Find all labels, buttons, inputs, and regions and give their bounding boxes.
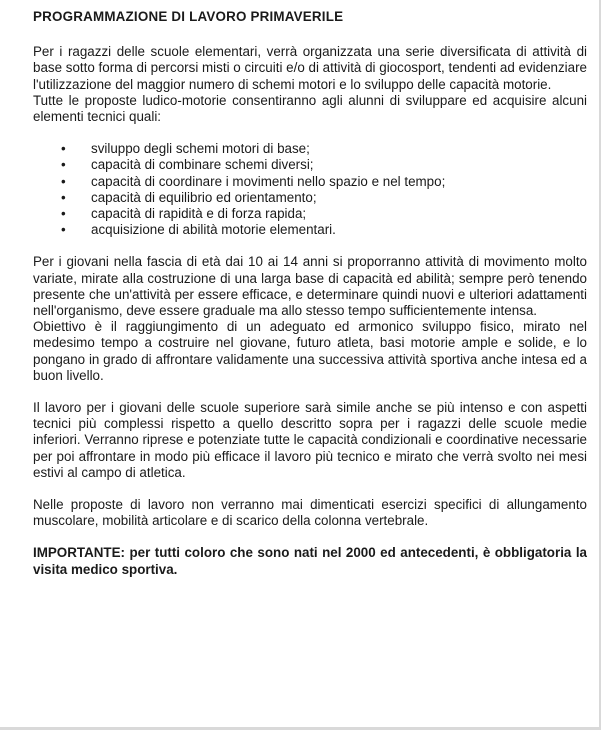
spacer: [33, 238, 587, 254]
intro-paragraph-2: Tutte le proposte ludico-motorie consentiranno agli alunni di sviluppare ed acquisire alcuni elementi tecnici quali:: [33, 92, 587, 125]
spacer: [33, 125, 587, 141]
high-school-paragraph: Il lavoro per i giovani delle scuole superiore sarà simile anche se più intenso e con aspetti tecnici più complessi rispetto a quello descritto sopra per i ragazzi delle scuole medie inferiori. Verranno riprese e potenziate tutte le capacità condizionali e coordinative necessarie per poi affrontare in modo più efficace il lavoro più tecnico e mirato che verrà svolto nei mesi estivi al campo di atletica.: [33, 400, 587, 480]
skills-list-item: • capacità di coordinare i movimenti nello spazio e nel tempo;: [61, 174, 587, 190]
youth-paragraph: Per i giovani nella fascia di età dai 10 ai 14 anni si proporranno attività di movimento molto variate, mirate alla costruzione di una larga base di capacità ed abilità; sempre però tenendo presente che un'attività per essere efficace, e determinare quindi nuovi e ulteriori adattamenti nell'organismo, deve essere graduale ma allo stesso tempo sufficientemente intensa.: [33, 254, 587, 319]
spacer: [33, 384, 587, 400]
skills-list-item: • acquisizione di abilità motorie elementari.: [61, 222, 587, 238]
important-notice: IMPORTANTE: per tutti coloro che sono nati nel 2000 ed antecedenti, è obbligatoria la visita medico sportiva.: [33, 545, 587, 577]
stretching-paragraph: Nelle proposte di lavoro non verranno mai dimenticati esercizi specifici di allungamento muscolare, mobilità articolare e di scarico della colonna vertebrale.: [33, 497, 587, 529]
skills-list: [33, 141, 587, 238]
document-title: PROGRAMMAZIONE DI LAVORO PRIMAVERILE: [33, 9, 344, 24]
spacer: [33, 481, 587, 497]
skills-list-item: • sviluppo degli schemi motori di base;: [61, 141, 587, 157]
intro-paragraph: Per i ragazzi delle scuole elementari, verrà organizzata una serie diversificata di attività di base sotto forma di percorsi misti o circuiti e/o di attività di giocosport, tendenti ad evidenziare l'utilizzazione del maggior numero di schemi motori e lo sviluppo delle capacità motorie.: [33, 44, 587, 92]
spacer: [33, 529, 587, 545]
skills-list-item: • capacità di combinare schemi diversi;: [61, 157, 587, 173]
skills-list-item: • capacità di rapidità e di forza rapida;: [61, 206, 587, 222]
skills-list-item: • capacità di equilibrio ed orientamento;: [61, 190, 587, 206]
objective-paragraph: Obiettivo è il raggiungimento di un adeguato ed armonico sviluppo fisico, mirato nel medesimo tempo a costruire nel giovane, futuro atleta, basi motorie ample e solide, e lo pongano in grado di affrontare validamente una successiva attività sportiva anche intesa ed a buon livello.: [33, 319, 587, 383]
